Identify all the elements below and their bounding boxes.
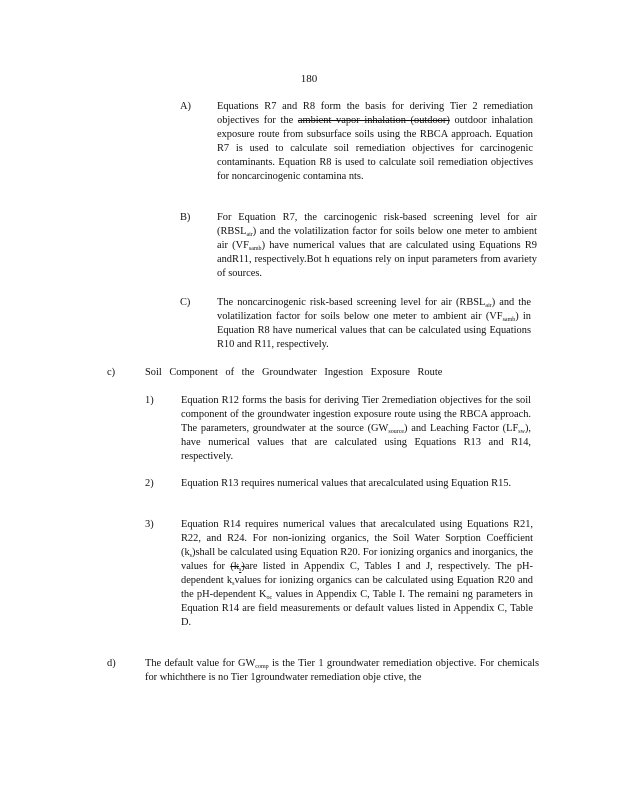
item-label: B) — [180, 212, 191, 223]
item-text: Equation R14 requires numerical values that arecalculated using Equations R21, R22, and R24. For non-ionizing organics, the Soil Water Sorption Coefficient $(k_s)shall$ be calculated using Equation R20. For ionizing organics and inorganics, the values for $(k_s)are$ listed in Appendix C, Tables I and J, respectively. The pH-dependent $k_svalues$ for ionizing organics can be calculated using Equation R20 and the pH-dependent $K_{oc}$ values in Appendix C, Table I. The remaini ng parameters in Equation R14 are field measurements or default values listed in Appendix C, Table D. — [181, 519, 533, 628]
item-text: Equation R12 forms the basis for deriving Tier 2remediation objectives for the soil component of the groundwater ingestion exposure route using the RBCA approach. The parameters, groundwater at the source $(GW_{source})$ and Leaching Factor $(LF_{sw})$, have numerical values that are calculated using Equations R13 and R14, respectively. — [181, 395, 531, 462]
item-text: The noncarcinogenic risk-based screening level for air $(RBSL_{air})$ and the volatilization factor for soils below one meter to ambient air $(VF_{samb})$ in Equation R8 have numerical values that can be calculated using Equations R10 and R11, respectively. — [217, 297, 531, 350]
item-text: For Equation R7, the carcinogenic risk-based screening level for air $(RBSL_{air})$ and the volatilization factor for soils below one meter to ambient air $(VF_{samb})$ have numerical values that are calculated using Equations R9 andR11, respectively.Bot h equations rely on input parameters from avariety of sources. — [217, 212, 537, 279]
item-label: A) — [180, 101, 191, 112]
section-text: The default value for $GW_{comp}$ is the Tier 1 groundwater remediation objective. For chemicals for whichthere is no Tier 1groundwater remediation obje ctive, the — [145, 658, 539, 683]
section-label: c) — [107, 367, 116, 378]
struck-text: $(k_s)$ — [230, 561, 245, 573]
item-label: 1) — [145, 395, 154, 406]
item-text: Equations R7 and R8 form the basis for deriving Tier 2 remediation objectives for the ambient vapor inhalation (outdoor) outdoor inhalation exposure route from subsurface soils using the RBCA approach. Equation R7 is used to calculate soil remediation objectives for carcinogenic contaminants. Equation R8 is used to calculate soil remediation objectives for noncarcinogenic contamina nts. — [217, 101, 534, 182]
struck-text: ambient vapor inhalation (outdoor) — [297, 115, 450, 126]
item-label: 3) — [145, 519, 154, 530]
page-number: 180 — [300, 73, 318, 85]
item-label: 2) — [145, 478, 154, 489]
section-label: d) — [107, 658, 116, 669]
item-label: C) — [180, 297, 191, 308]
item-text: Equation R13 requires numerical values that arecalculated using Equation R15. — [181, 478, 512, 489]
section-heading: Soil Component of the Groundwater Ingestion Exposure Route — [145, 367, 443, 378]
